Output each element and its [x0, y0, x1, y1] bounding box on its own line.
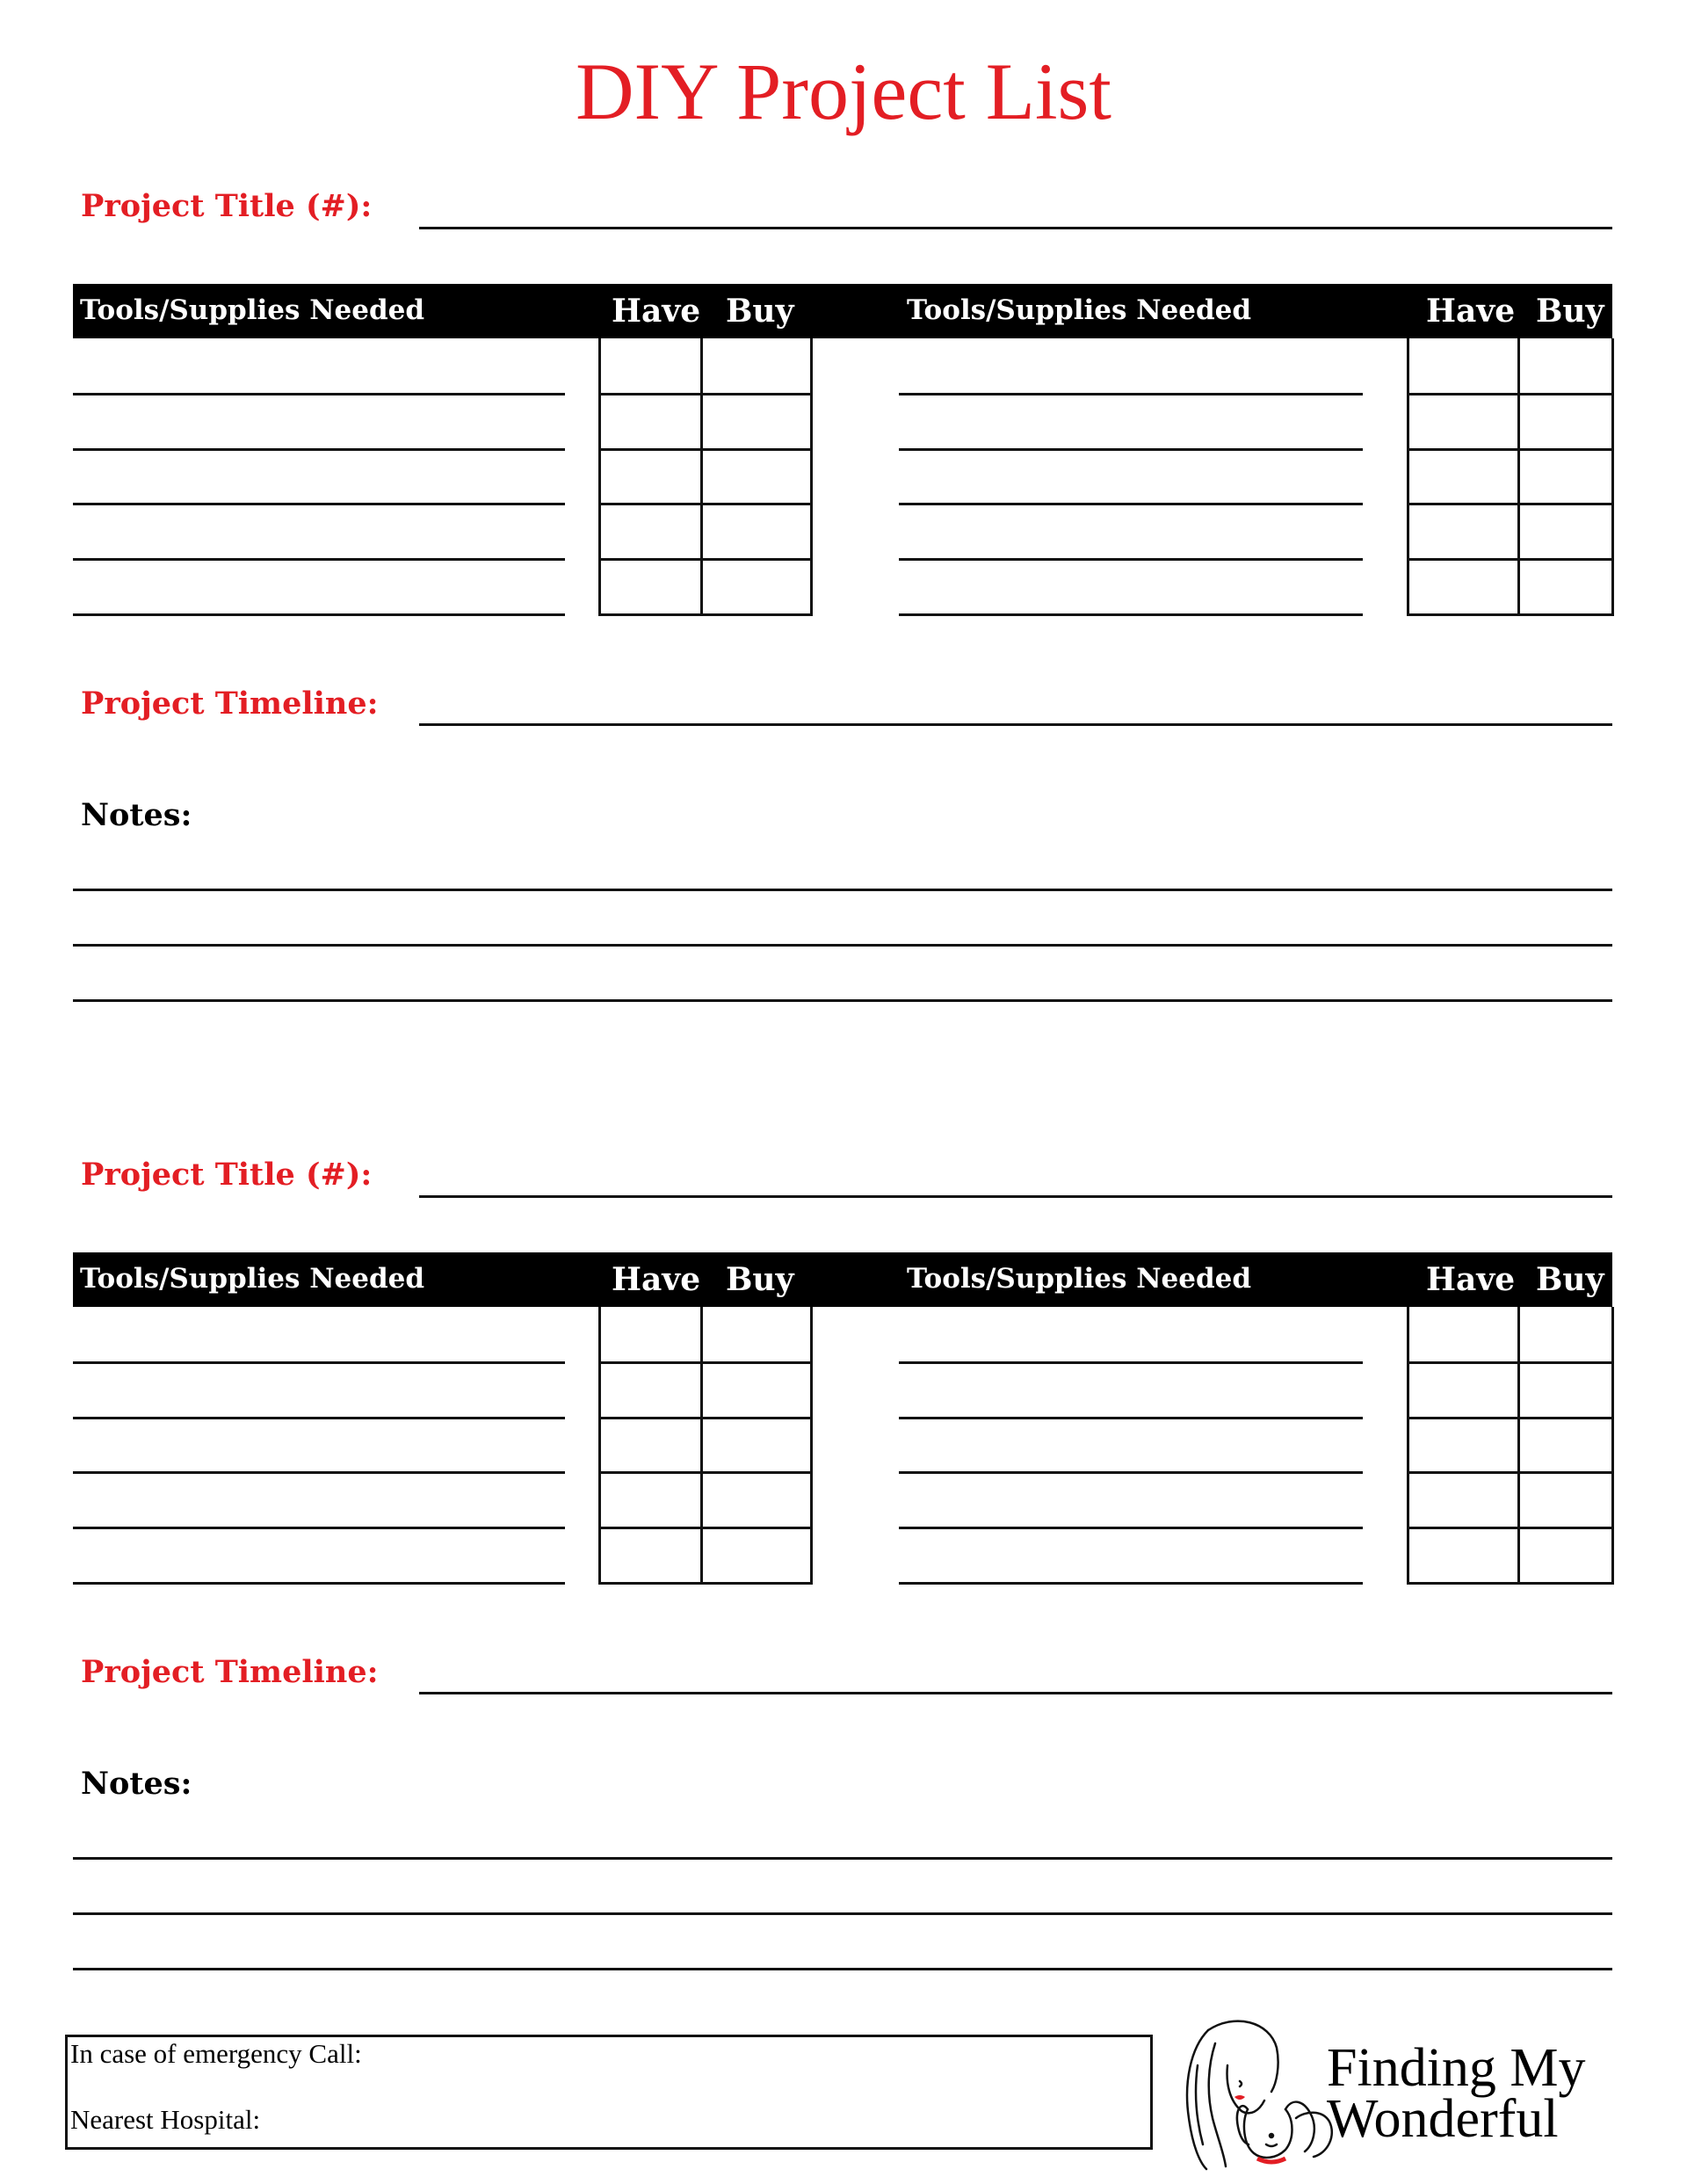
tools-header-right: Tools/Supplies Needed	[907, 1263, 1252, 1295]
tools-header-left: Tools/Supplies Needed	[80, 294, 425, 326]
buy-header-right: Buy	[1536, 1261, 1604, 1298]
tool-line[interactable]	[899, 1471, 1363, 1474]
woman-and-dog-illustration-icon	[1173, 2013, 1340, 2171]
grid-row-line	[1407, 503, 1614, 505]
tool-line[interactable]	[899, 448, 1363, 451]
project-title-field[interactable]	[419, 227, 1612, 229]
logo-line-2: Wonderful	[1327, 2089, 1559, 2149]
tool-line[interactable]	[899, 613, 1363, 616]
tool-line[interactable]	[73, 1471, 565, 1474]
grid-row-line	[598, 393, 813, 395]
notes-line[interactable]	[73, 1968, 1612, 1970]
tool-line[interactable]	[899, 393, 1363, 395]
grid-row-line	[1407, 1471, 1614, 1474]
have-buy-grid-right[interactable]	[1407, 1307, 1614, 1585]
notes-line[interactable]	[73, 1857, 1612, 1860]
tool-line[interactable]	[73, 448, 565, 451]
notes-line[interactable]	[73, 889, 1612, 891]
grid-row-line	[1407, 1527, 1614, 1529]
tool-line[interactable]	[899, 1527, 1363, 1529]
project-timeline-label: Project Timeline:	[81, 1654, 379, 1690]
tool-line[interactable]	[899, 558, 1363, 561]
have-buy-grid-left[interactable]	[598, 338, 813, 616]
project-timeline-label: Project Timeline:	[81, 686, 379, 722]
project-timeline-field[interactable]	[419, 1692, 1612, 1694]
emergency-call-label: In case of emergency Call:	[70, 2038, 362, 2069]
project-title-field[interactable]	[419, 1195, 1612, 1198]
tools-header-left: Tools/Supplies Needed	[80, 1263, 425, 1295]
tools-table-header	[73, 284, 1612, 338]
grid-row-line	[598, 1417, 813, 1419]
project-timeline-field[interactable]	[419, 723, 1612, 726]
logo-line-1: Finding My	[1327, 2038, 1586, 2098]
tool-line[interactable]	[899, 1417, 1363, 1419]
grid-row-line	[1407, 448, 1614, 451]
nearest-hospital-label: Nearest Hospital:	[70, 2104, 261, 2135]
project-section-2	[0, 969, 1687, 1935]
grid-row-line	[598, 1527, 813, 1529]
grid-divider	[1517, 338, 1520, 616]
have-buy-grid-right[interactable]	[1407, 338, 1614, 616]
brand-logo	[1173, 2013, 1612, 2171]
tool-line[interactable]	[899, 1582, 1363, 1585]
grid-divider	[1517, 1307, 1520, 1585]
tool-line[interactable]	[73, 393, 565, 395]
notes-label: Notes:	[81, 797, 192, 833]
tool-line[interactable]	[73, 1361, 565, 1364]
grid-row-line	[598, 558, 813, 561]
tool-line[interactable]	[73, 558, 565, 561]
have-header-right: Have	[1426, 293, 1516, 330]
project-title-label: Project Title (#):	[81, 1157, 373, 1193]
have-header-left: Have	[612, 1261, 701, 1298]
emergency-info-box	[65, 2035, 1153, 2150]
notes-line[interactable]	[73, 944, 1612, 947]
grid-row-line	[1407, 393, 1614, 395]
tool-line[interactable]	[73, 1582, 565, 1585]
tool-line[interactable]	[899, 1361, 1363, 1364]
buy-header-right: Buy	[1536, 293, 1604, 330]
grid-row-line	[598, 503, 813, 505]
notes-line[interactable]	[73, 1912, 1612, 1915]
grid-row-line	[598, 1361, 813, 1364]
tools-header-right: Tools/Supplies Needed	[907, 294, 1252, 326]
have-header-left: Have	[612, 293, 701, 330]
grid-row-line	[1407, 1417, 1614, 1419]
tool-line[interactable]	[899, 503, 1363, 505]
notes-label: Notes:	[81, 1766, 192, 1802]
grid-row-line	[598, 1471, 813, 1474]
grid-row-line	[1407, 1361, 1614, 1364]
grid-row-line	[1407, 558, 1614, 561]
tool-line[interactable]	[73, 503, 565, 505]
have-header-right: Have	[1426, 1261, 1516, 1298]
have-buy-grid-left[interactable]	[598, 1307, 813, 1585]
buy-header-left: Buy	[726, 293, 794, 330]
grid-row-line	[598, 448, 813, 451]
tool-line[interactable]	[73, 1417, 565, 1419]
tool-line[interactable]	[73, 1527, 565, 1529]
grid-divider	[700, 338, 703, 616]
page-title: DIY Project List	[576, 47, 1111, 136]
project-section-1	[0, 0, 1687, 967]
tool-line[interactable]	[73, 613, 565, 616]
grid-divider	[700, 1307, 703, 1585]
tools-table-header	[73, 1252, 1612, 1307]
project-title-label: Project Title (#):	[81, 188, 373, 224]
buy-header-left: Buy	[726, 1261, 794, 1298]
